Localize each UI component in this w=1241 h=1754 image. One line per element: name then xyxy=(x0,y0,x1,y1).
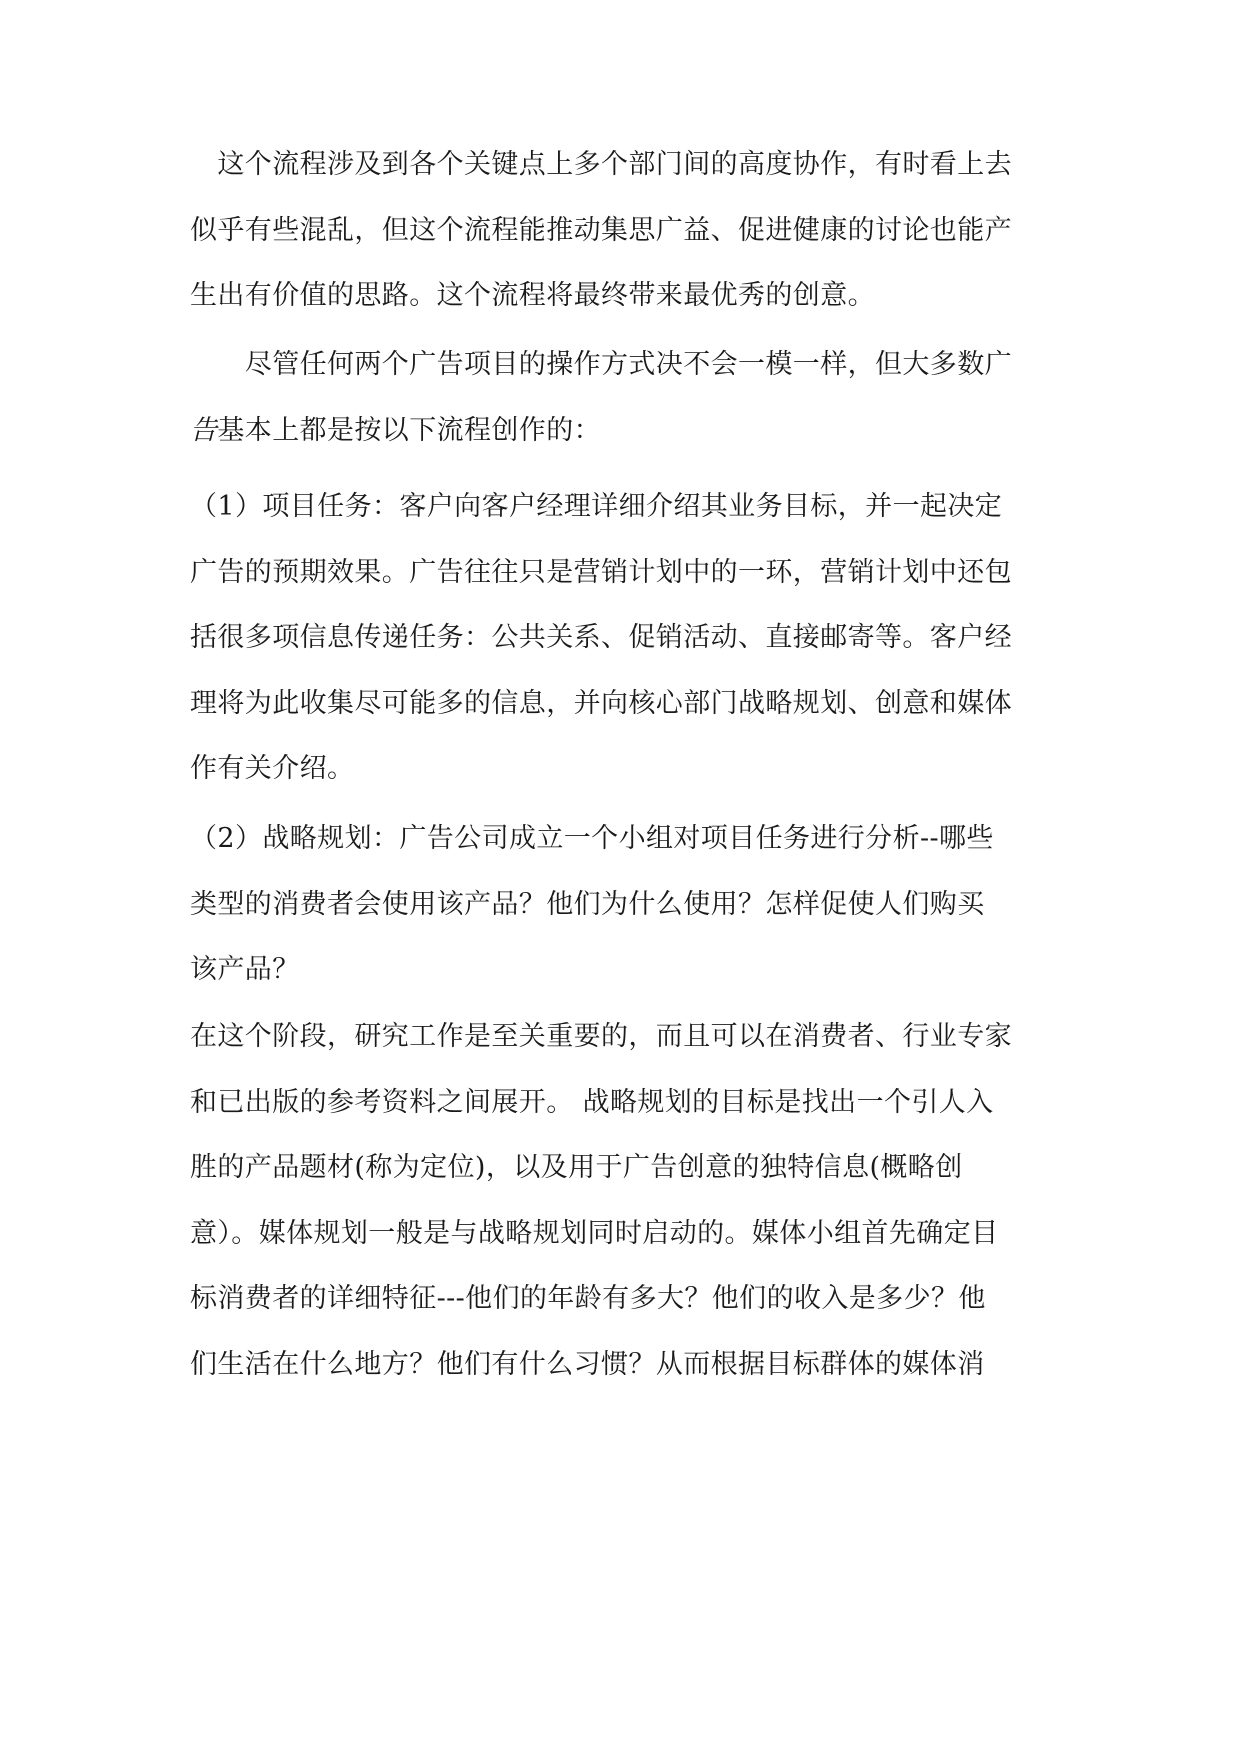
text-line: 在这个阶段，研究工作是至关重要的，而且可以在消费者、行业专家 xyxy=(190,1021,1012,1052)
text-line: 们生活在什么地方？他们有什么习惯？从而根据目标群体的媒体消 xyxy=(190,1348,985,1380)
text-line: 意）。媒体规划一般是与战略规划同时启动的。媒体小组首先确定目 xyxy=(190,1217,999,1249)
paragraph-1 xyxy=(190,132,1070,329)
text-line: （2）战略规划：广告公司成立一个小组对项目任务进行分析--哪些 xyxy=(190,823,994,854)
text-line: 标消费者的详细特征---他们的年龄有多大？他们的收入是多少？他 xyxy=(190,1283,986,1314)
text-line: 类型的消费者会使用该产品？他们为什么使用？怎样促使人们购买 xyxy=(190,888,985,920)
text-line: 尽管任何两个广告项目的操作方式决不会一模一样，但大多数广 xyxy=(190,349,1012,380)
text-line: 生出有价值的思路。这个流程将最终带来最优秀的创意。 xyxy=(190,280,875,311)
text-line-mixed xyxy=(190,398,1070,464)
text-line: 似乎有些混乱，但这个流程能推动集思广益、促进健康的讨论也能产 xyxy=(190,214,1012,246)
paragraph-5 xyxy=(190,1004,1070,1397)
paragraph-4 xyxy=(190,806,1070,1003)
text-line: 和已出版的参考资料之间展开。 战略规划的目标是找出一个引人入 xyxy=(190,1086,994,1118)
text-fragment: 基本上都是按以下流程创作的： xyxy=(217,414,602,446)
text-line: 胜的产品题材(称为定位)，以及用于广告创意的独特信息(概略创 xyxy=(190,1152,963,1183)
paragraph-3 xyxy=(190,474,1070,802)
text-line: 这个流程涉及到各个关键点上多个部门间的高度协作，有时看上去 xyxy=(190,149,1012,180)
text-line: 作有关介绍。 xyxy=(190,753,355,784)
text-line: （1）项目任务：客户向客户经理详细介绍其业务目标，并一起决定 xyxy=(190,491,1003,522)
text-line: 广告的预期效果。广告往往只是营销计划中的一环，营销计划中还包 xyxy=(190,556,1012,588)
text-line: 括很多项信息传递任务：公共关系、促销活动、直接邮寄等。客户经 xyxy=(190,622,1012,653)
paragraph-2 xyxy=(190,332,1070,463)
text-line: 该产品？ xyxy=(190,954,300,985)
italic-character: 告 xyxy=(190,414,218,446)
text-line: 理将为此收集尽可能多的信息，并向核心部门战略规划、创意和媒体 xyxy=(190,687,1012,719)
